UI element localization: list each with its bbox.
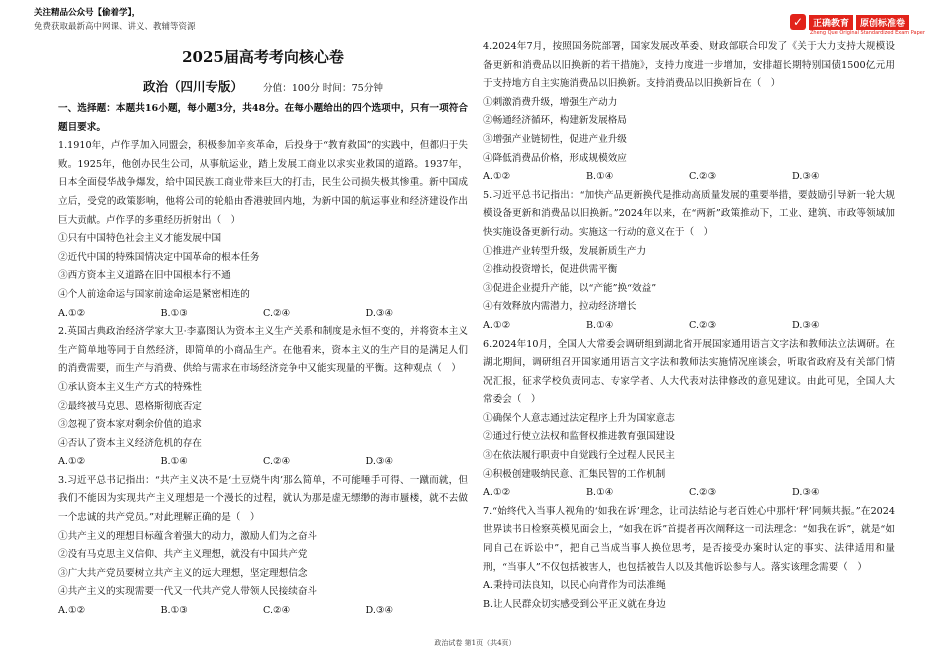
statement-item: ③促进企业提升产能，以“产能”换“效益” bbox=[483, 282, 657, 294]
statement-item: ①承认资本主义生产方式的特殊性 bbox=[58, 381, 202, 393]
choice-b[interactable]: B.①④ bbox=[586, 487, 614, 499]
choice-d[interactable]: D.③④ bbox=[365, 456, 394, 468]
choice-a[interactable]: A.①② bbox=[483, 319, 511, 331]
statement-item: ④共产主义的实现需要一代又一代共产党人带领人民接续奋斗 bbox=[58, 586, 318, 598]
statement-item: ④个人前途命运与国家前途命运是紧密相连的 bbox=[58, 288, 250, 300]
answer-choices bbox=[483, 484, 895, 503]
statement-item: ④降低消费品价格，形成规模效应 bbox=[483, 152, 627, 164]
choice-d[interactable]: D.③④ bbox=[792, 319, 820, 331]
choice-b[interactable]: B.①④ bbox=[586, 319, 614, 331]
choice-b[interactable]: B.①④ bbox=[160, 456, 188, 468]
statement-item: ②畅通经济循环，构建新发展格局 bbox=[483, 115, 627, 127]
question-stem: 6.2024年10月，全国人大常委会调研组到湖北省开展国家通用语言文字法和教师法立法调研。在湖北期间，调研组召开国家通用语言文字法和教师法实施情况座谈会，听取省政府及有关部门情况汇报，征求学校负责同志、专家学者、人大代表对法律修改的意见建议。由此可见，全国人大常委会（ ） bbox=[483, 338, 895, 406]
choice-d[interactable]: D.③④ bbox=[365, 605, 394, 617]
brand-logo bbox=[790, 14, 940, 40]
question-stem: 1.1910年，卢作孚加入同盟会，积极参加辛亥革命，后投身于“教育救国”的实践中，但都归于失败。1925年，他创办民生公司，从事航运业，踏上发展工商业以求实业救国的道路。1937年，日本全面侵华战争爆发，给中国民族工商业带来巨大的打击，民生公司损失极其惨重。新中国成立后，受党的政策影响，他将公司的轮船由香港驶回内地，为新中国的航运事业和经济建设作出巨大贡献。卢作孚的多重经历折射出（ ） bbox=[58, 140, 468, 226]
statement-item: ③西方资本主义道路在旧中国根本行不通 bbox=[58, 270, 231, 282]
choice-d[interactable]: D.③④ bbox=[365, 307, 394, 319]
brand-name: 正确教育 bbox=[809, 15, 853, 30]
statement-item: ③广大共产党员要树立共产主义的远大理想，坚定理想信念 bbox=[58, 567, 308, 579]
choice-b[interactable]: B.①④ bbox=[586, 171, 614, 183]
checkmark-icon: ✓ bbox=[790, 14, 806, 30]
section-instructions: 一、选择题：本题共16小题，每小题3分，共48分。在每小题给出的四个选项中，只有一项符合题目要求。 bbox=[58, 103, 468, 133]
answer-choices bbox=[483, 168, 895, 187]
page-footer: 政治试卷 第1页（共4页） bbox=[434, 639, 516, 647]
statement-item: ③增强产业链韧性，促进产业升级 bbox=[483, 133, 627, 145]
choice-b[interactable]: B.①③ bbox=[160, 605, 188, 617]
score-time: 分值：100分 时间：75分钟 bbox=[263, 83, 383, 94]
choice-d[interactable]: D.③④ bbox=[792, 487, 820, 499]
subject-row bbox=[58, 78, 468, 98]
exam-subject: 政治（四川专版） bbox=[143, 79, 244, 94]
statement-item: ①共产主义的理想目标蕴含着强大的动力，激励人们为之奋斗 bbox=[58, 530, 318, 542]
statement-item: ③在依法履行职责中自觉践行全过程人民民主 bbox=[483, 450, 675, 462]
statement-item: ①确保个人意志通过法定程序上升为国家意志 bbox=[483, 412, 675, 424]
answer-choices bbox=[483, 317, 895, 336]
answer-choices bbox=[58, 602, 468, 621]
choice-c[interactable]: C.②③ bbox=[689, 171, 717, 183]
choice-a[interactable]: A.秉持司法良知，以民心向背作为司法准绳 bbox=[483, 580, 666, 592]
statement-item: ④有效释放内需潜力，拉动经济增长 bbox=[483, 301, 637, 313]
brand-subtitle: Zheng Que Original Standardized Exam Paper bbox=[810, 30, 925, 36]
question-5 bbox=[483, 187, 895, 336]
choice-c[interactable]: C.②④ bbox=[263, 456, 291, 468]
right-column bbox=[483, 38, 895, 614]
question-1 bbox=[58, 137, 468, 323]
promo-highlight: 偷着学 bbox=[102, 8, 128, 18]
choice-b[interactable]: B.①③ bbox=[160, 307, 188, 319]
answer-choices bbox=[58, 305, 468, 324]
answer-choices bbox=[58, 453, 468, 472]
choice-c[interactable]: C.②④ bbox=[263, 605, 291, 617]
choice-c[interactable]: C.②④ bbox=[263, 307, 291, 319]
statement-item: ①推进产业转型升级，发展新质生产力 bbox=[483, 245, 647, 257]
statement-item: ④积极创建吸纳民意、汇集民智的工作机制 bbox=[483, 468, 666, 480]
question-stem: 3.习近平总书记指出：“共产主义决不是‘土豆烧牛肉’那么简单，不可能唾手可得、一蹴而就，但我们不能因为实现共产主义理想是一个漫长的过程，就认为那是虚无缥缈的海市蜃楼，就不去做一个忠诚的共产党员。”对此理解正确的是（ ） bbox=[58, 474, 468, 524]
choice-a[interactable]: A.①② bbox=[58, 605, 86, 617]
statement-item: ①刺激消费升级，增强生产动力 bbox=[483, 96, 618, 108]
statement-item: ②通过行使立法权和监督权推进教育强国建设 bbox=[483, 431, 675, 443]
choice-a[interactable]: A.①② bbox=[483, 487, 511, 499]
question-6 bbox=[483, 336, 895, 503]
question-7 bbox=[483, 503, 895, 615]
question-2 bbox=[58, 323, 468, 472]
choice-a[interactable]: A.①② bbox=[483, 171, 511, 183]
choice-c[interactable]: C.②③ bbox=[689, 319, 717, 331]
question-stem: 2.英国古典政治经济学家大卫·李嘉图认为资本主义生产关系和制度是永恒不变的，并将资本主义生产简单地等同于自然经济，即简单的小商品生产。在他看来，资本主义的生产目的是满足人们的消费需要，而生产与消费、供给与需求在市场经济竞争中又能实现量的平衡。这种观点（ ） bbox=[58, 326, 468, 375]
statement-item: ②推动投资增长，促进供需平衡 bbox=[483, 264, 618, 276]
question-stem: 4.2024年7月，按照国务院部署，国家发展改革委、财政部联合印发了《关于大力支持大规模设备更新和消费品以旧换新的若干措施》，支持力度进一步增加，安排超长期特别国债1500亿元用于支持地方自主实施消费品以旧换新。支持消费品以旧换新旨在（ ） bbox=[483, 41, 895, 90]
choice-d[interactable]: D.③④ bbox=[792, 171, 820, 183]
promo-note bbox=[34, 6, 196, 34]
statement-item: ①只有中国特色社会主义才能发展中国 bbox=[58, 233, 222, 245]
statement-item: ②最终被马克思、恩格斯彻底否定 bbox=[58, 400, 202, 412]
question-3 bbox=[58, 472, 468, 621]
left-column bbox=[58, 40, 468, 621]
exam-title: 2025届高考考向核心卷 bbox=[182, 48, 344, 66]
statement-item: ②近代中国的特殊国情决定中国革命的根本任务 bbox=[58, 251, 260, 263]
choice-c[interactable]: C.②③ bbox=[689, 487, 717, 499]
statement-item: ④否认了资本主义经济危机的存在 bbox=[58, 437, 202, 449]
statement-item: ②没有马克思主义信仰、共产主义理想，就没有中国共产党 bbox=[58, 549, 308, 561]
promo-line-2: 免费获取最新高中网课、讲义、教辅等资源 bbox=[34, 22, 196, 32]
question-stem: 5.习近平总书记指出：“加快产品更新换代是推动高质量发展的重要举措，要鼓励引导新一轮大规模设备更新和消费品以旧换新。”2024年以来，在“两新”政策推动下，工业、建筑、市政等领域加快实施设备更新行动。实施这一行动的意义在于（ ） bbox=[483, 189, 895, 238]
brand-slogan: 原创标准卷 bbox=[856, 15, 909, 30]
choice-a[interactable]: A.①② bbox=[58, 456, 86, 468]
statement-item: ③忽视了资本家对剩余价值的追求 bbox=[58, 419, 202, 431]
question-stem: 7.“始终代入当事人视角的‘如我在诉’理念，让司法结论与老百姓心中那杆‘秤’同频共振。”在2024世界读书日检察英模见面会上，“如我在诉”首提者再次阐释这一司法理念：“如我在诉”，就是“如同自己在诉讼中”，把自己当成当事人换位思考，是否接受办案时认定的事实、法律适用和量刑，“当事人”不仅包括被害人，也包括被告人以及其他诉讼参与人。落实该理念需要（ ） bbox=[483, 505, 895, 573]
choice-b[interactable]: B.让人民群众切实感受到公平正义就在身边 bbox=[483, 598, 666, 610]
question-4 bbox=[483, 38, 895, 187]
choice-a[interactable]: A.①② bbox=[58, 307, 86, 319]
promo-line-1: 关注精品公众号【偷着学】， bbox=[34, 8, 141, 18]
